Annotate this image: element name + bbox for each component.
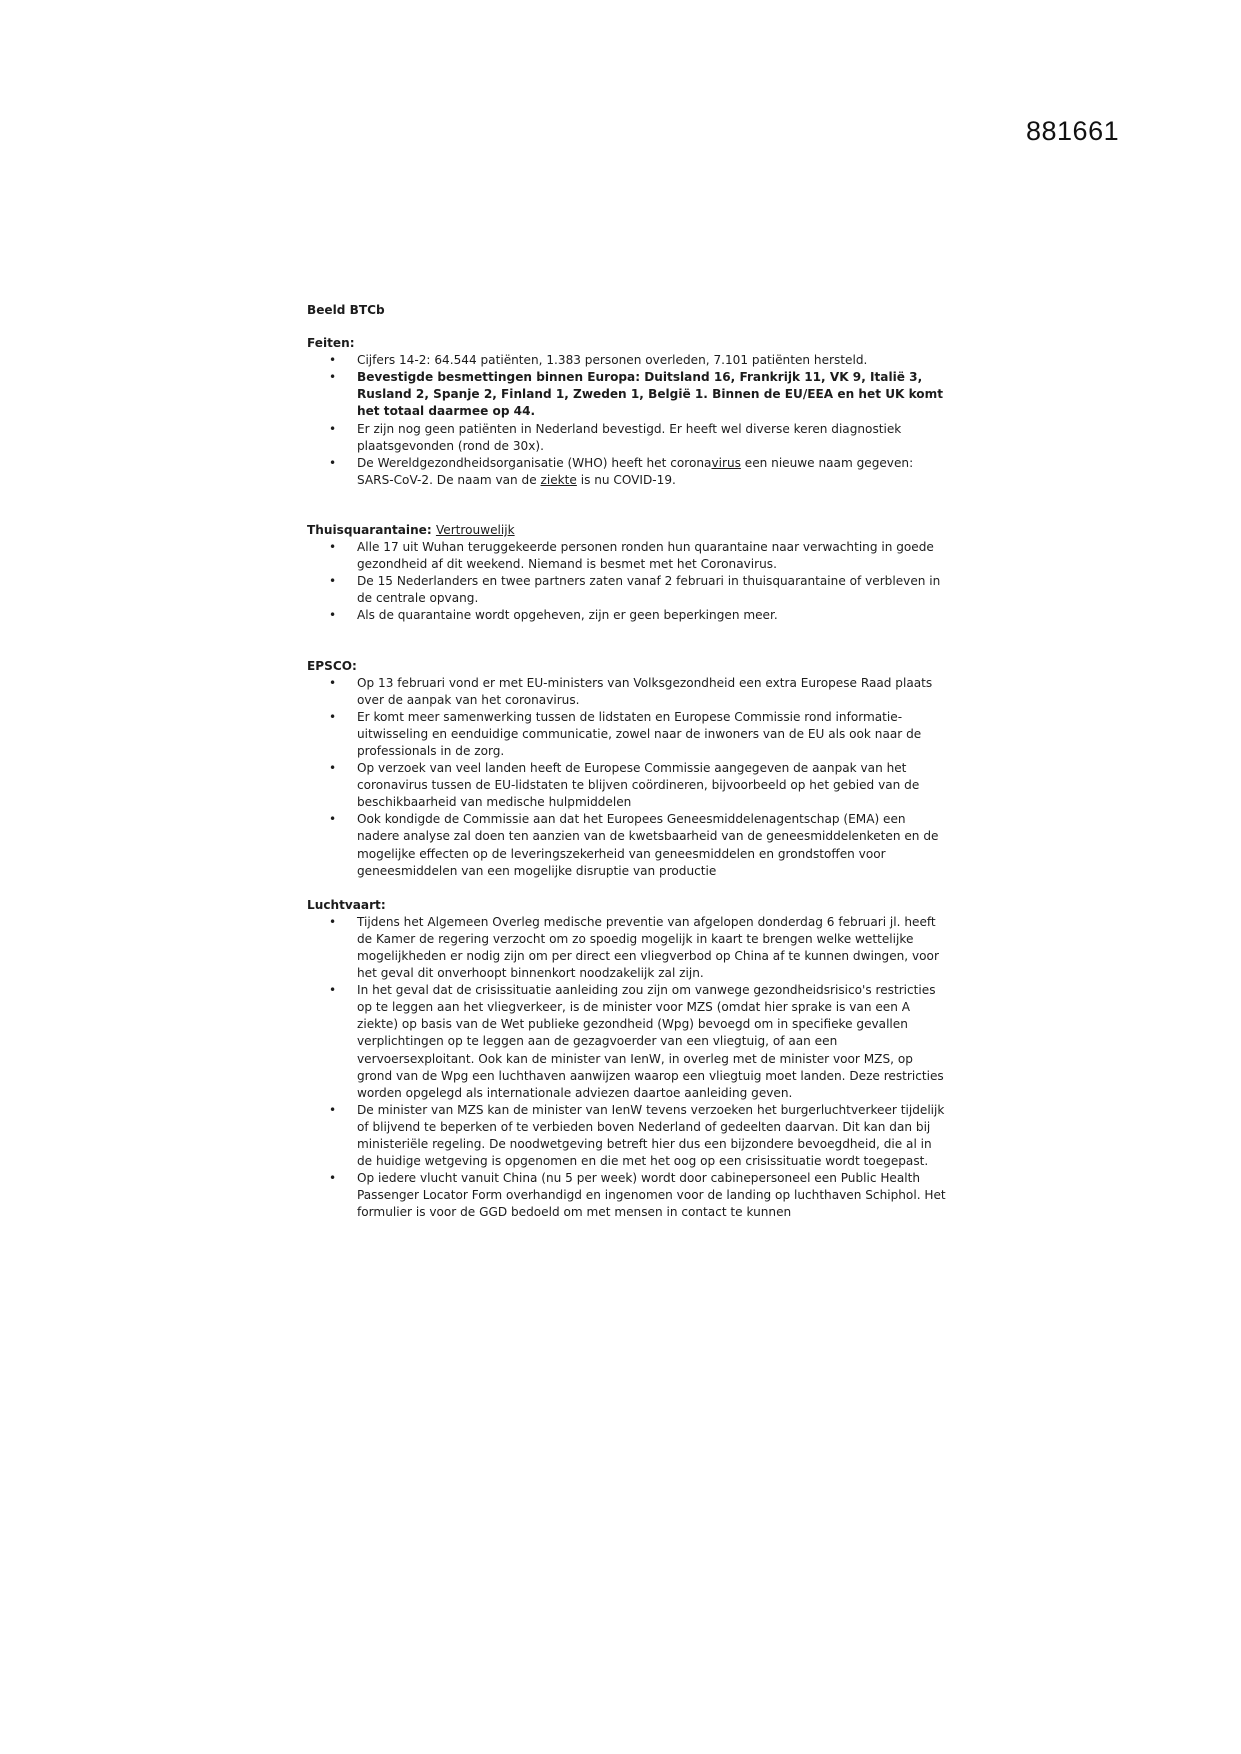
list-item [329, 709, 947, 760]
list-item [329, 811, 947, 879]
list-item-text: Op 13 februari vond er met EU-ministers van Volksgezondheid een extra Europese Raad plaats over de aanpak van het coronavirus. [357, 675, 933, 707]
bullet-icon: • [329, 455, 337, 470]
section-thuisquarantaine [307, 522, 947, 625]
list-item-text: In het geval dat de crisissituatie aanleiding zou zijn om vanwege gezondheidsrisico's restricties op te leggen aan het vliegverkeer, is de minister voor MZS (omdat hier sprake is van een A ziekte) op basis van de Wet publieke gezondheid (Wpg) bevoegd om in specifieke gevallen verplichtingen op te leggen aan de gezagvoerder van een vliegtuig, of aan een vervoersexploitant. Ook kan de minister van IenW, in overleg met de minister voor MZS, op grond van de Wpg een luchthaven aanwijzen waarop een vliegtuig moet landen. Deze restricties worden opgelegd als internationale adviezen daartoe aanleiding geven. [357, 983, 944, 1100]
bullet-icon: • [329, 353, 337, 368]
list-item [329, 607, 947, 624]
list-item-text: Alle 17 uit Wuhan teruggekeerde personen ronden hun quarantaine naar verwachting in goede gezondheid af dit weekend. Niemand is besmet met het Coronavirus. [357, 540, 934, 572]
section-feiten [307, 335, 947, 489]
thuisquarantaine-list [307, 539, 947, 624]
underlined-word-ziekte: ziekte [540, 472, 577, 487]
list-item [329, 421, 947, 455]
bullet-icon: • [329, 370, 337, 385]
list-item-text: is nu COVID-19. [576, 472, 676, 487]
luchtvaart-list [307, 914, 947, 1222]
section-epsco [307, 658, 947, 880]
list-item-text: Er zijn nog geen patiënten in Nederland bevestigd. Er heeft wel diverse keren diagnostiek plaatsgevonden (rond de 30x). [357, 421, 902, 453]
list-item-text: Op iedere vlucht vanuit China (nu 5 per week) wordt door cabinepersoneel een Public Health Passenger Locator Form overhandigd en ingenomen voor de landing op luchthaven Schiphol. Het formulier is voor de GGD bedoeld om met mensen in contact te kunnen [357, 1171, 946, 1220]
section-luchtvaart [307, 897, 947, 1222]
section-heading-feiten: Feiten: [307, 336, 355, 351]
list-item [329, 369, 947, 420]
section-heading-luchtvaart: Luchtvaart: [307, 897, 386, 912]
document-title: Beeld BTCb [307, 303, 385, 317]
bullet-icon: • [329, 1171, 337, 1186]
list-item-text: Tijdens het Algemeen Overleg medische preventie van afgelopen donderdag 6 februari jl. heeft de Kamer de regering verzocht om zo spoedig mogelijk in kaart te brengen welke wettelijke mogelijkheden er nodig zijn om per direct een vliegverbod op China af te kunnen dwingen, voor het geval dit onverhoopt binnenkort noodzakelijk zal zijn. [357, 914, 939, 981]
bullet-icon: • [329, 608, 337, 623]
list-item-text: een nieuwe naam gegeven: SARS-CoV-2. De naam van de [357, 455, 914, 487]
feiten-list [307, 352, 947, 489]
bullet-icon: • [329, 1102, 337, 1117]
list-item [329, 539, 947, 573]
bullet-icon: • [329, 914, 337, 929]
list-item [329, 352, 947, 369]
bullet-icon: • [329, 540, 337, 555]
document-number: 881661 [1026, 116, 1120, 146]
list-item [329, 675, 947, 709]
list-item [329, 914, 947, 982]
section-heading-thuisquarantaine [307, 522, 947, 539]
list-item-text: Er komt meer samenwerking tussen de lidstaten en Europese Commissie rond informatie-uitwisseling en eenduidige communicatie, zowel naar de inwoners van de EU als ook naar de professionals in de zorg. [357, 709, 922, 758]
list-item [329, 760, 947, 811]
confidential-note: Vertrouwelijk [435, 522, 515, 537]
bullet-icon: • [329, 983, 337, 998]
list-item [329, 1170, 947, 1221]
bullet-icon: • [329, 812, 337, 827]
list-item-text: Bevestigde besmettingen binnen Europa: Duitsland 16, Frankrijk 11, VK 9, Italië 3, Rusland 2, Spanje 2, Finland 1, Zweden 1, België 1. Binnen de EU/EEA en het UK komt het totaal daarmee op 44. [357, 370, 944, 419]
list-item [329, 982, 947, 1102]
list-item-text: Op verzoek van veel landen heeft de Europese Commissie aangegeven de aanpak van het coronavirus tussen de EU-lidstaten te blijven coördineren, bijvoorbeeld op het gebied van de beschikbaarheid van medische hulpmiddelen [357, 761, 920, 810]
epsco-list [307, 675, 947, 880]
document-body [307, 302, 947, 1222]
bullet-icon: • [329, 675, 337, 690]
bullet-icon: • [329, 574, 337, 589]
list-item-text: Cijfers 14-2: 64.544 patiënten, 1.383 personen overleden, 7.101 patiënten hersteld. [357, 353, 868, 368]
list-item-text: Ook kondigde de Commissie aan dat het Europees Geneesmiddelenagentschap (EMA) een nadere analyse zal doen ten aanzien van de kwetsbaarheid van de geneesmiddelenketen en de mogelijke effecten op de leveringszekerheid van geneesmiddelen en grondstoffen voor geneesmiddelen van een mogelijke disruptie van productie [357, 812, 939, 878]
list-item-text: De 15 Nederlanders en twee partners zaten vanaf 2 februari in thuisquarantaine of verbleven in de centrale opvang. [357, 574, 941, 606]
heading-text: Thuisquarantaine: [307, 522, 432, 537]
list-item [329, 573, 947, 607]
section-heading-epsco: EPSCO: [307, 658, 357, 673]
bullet-icon: • [329, 421, 337, 436]
list-item-text: Als de quarantaine wordt opgeheven, zijn er geen beperkingen meer. [357, 608, 778, 623]
list-item-text: De minister van MZS kan de minister van IenW tevens verzoeken het burgerluchtverkeer tijdelijk of blijvend te beperken of te verbieden boven Nederland of gedeelten daarvan. Dit kan dan bij ministeriële regeling. De noodwetgeving betreft hier dus een bijzondere bevoegdheid, die al in de huidige wetgeving is opgenomen en die met het oog op een crisissituatie wordt toegepast. [357, 1102, 945, 1169]
list-item [329, 455, 947, 489]
bullet-icon: • [329, 761, 337, 776]
bullet-icon: • [329, 709, 337, 724]
underlined-word-virus: virus [711, 455, 741, 470]
list-item-text: De Wereldgezondheidsorganisatie (WHO) heeft het corona [357, 455, 712, 470]
list-item [329, 1102, 947, 1170]
